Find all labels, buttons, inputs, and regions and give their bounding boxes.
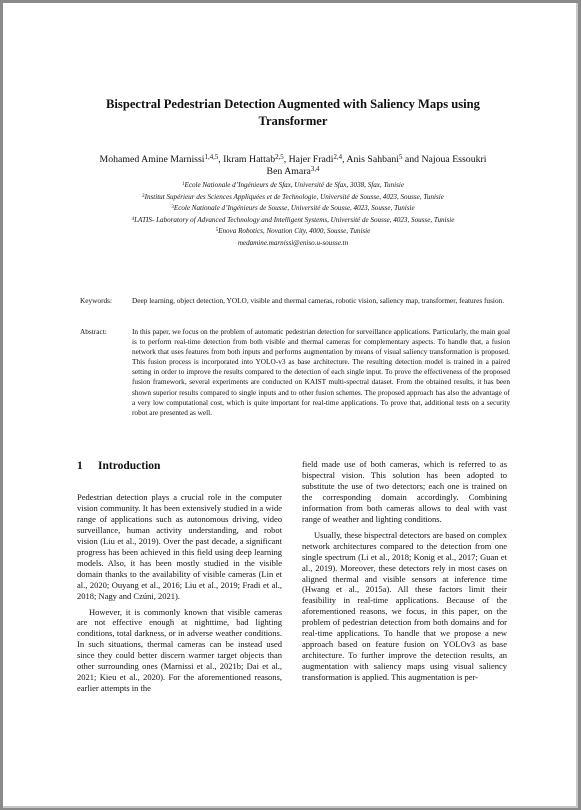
intro-paragraph-1: Pedestrian detection plays a crucial role in the computer vision community. It has been extensively studied in a wide range of applications such as autonomous driving, video surveillance, human activity understanding, and robot vision (Liu et al., 2019). Over the past decade, a significant progress has been achieved in this field using deep learning models. Also, it has been mostly studied in the visible domain thanks to the availability of visible cameras (Lin et al., 2020; Ouyang et al., 2016; Liu et al., 2019; Fradi et al., 2018; Nagy and Czúni, 2021). <box>77 492 282 601</box>
authors-line-1 <box>63 154 523 166</box>
affiliation-5-text: Enova Robotics, Novation City, 4000, Sousse, Tunisie <box>218 227 371 236</box>
author-3: , Hajer Fradi <box>283 154 334 165</box>
affiliation-2 <box>63 192 523 204</box>
paper-title <box>63 96 523 130</box>
section-heading <box>77 459 282 473</box>
affiliation-3-mark: 3 <box>171 204 174 210</box>
author-2-affil: 2,5 <box>275 153 284 161</box>
affiliation-1-text: Ecole Nationale d’Ingénieurs de Sfax, Université de Sfax, 3038, Sfax, Tunisie <box>184 181 404 189</box>
paper-page <box>3 3 578 808</box>
intro-paragraph-2: However, it is commonly known that visible cameras are not effective enough at nighttime, bad lighting conditions, total darkness, or in adverse weather conditions. In such situations, thermal cameras can be instead used since they could better discern warmer target objects than other surrounding ones (Marnissi et al., 2021b; Dai et al., 2021; Kieu et al., 2020). For the aforementioned reasons, earlier attempts in the <box>77 606 282 694</box>
affiliation-4-mark: 4 <box>131 216 135 222</box>
left-column <box>77 459 282 694</box>
affiliation-2-mark: 2 <box>142 193 145 199</box>
title-line-2: Transformer <box>258 114 328 128</box>
affiliation-1 <box>63 180 523 192</box>
author-2: , Ikram Hattab <box>218 154 276 165</box>
affiliation-2-text: Institut Supérieur des Sciences Appliquées et de Technologie, Université de Sousse, 4023, Sousse, Tunisie <box>144 192 444 201</box>
author-5: and Najoua Essoukri <box>402 154 487 165</box>
author-5-affil: 3,4 <box>310 165 320 173</box>
intro-paragraph-4: Usually, these bispectral detectors are based on complex network architectures compared to the detection from one single spectrum (Li et al., 2018; Konig et al., 2017; Guan et al., 2019). Moreover, these detectors rely in most cases on aligned thermal and visible sensors at inference time (Hwang et al., 2015a). All these factors limit their feasibility in real-time applications. Because of the aforementioned reasons, we focus, in this paper, on the problem of pedestrian detection from both domains and for real-time applications. To handle that we propose a new approach based on feature fusion on YOLOv3 as base architecture. To further improve the detection results, an augmentation with saliency maps using visual saliency transformation is applied. This augmentation is per- <box>302 529 507 683</box>
title-line-1: Bispectral Pedestrian Detection Augmented with Saliency Maps using <box>106 97 480 111</box>
author-4-affil: 5 <box>398 153 403 161</box>
section-title: Introduction <box>98 460 161 472</box>
affiliations <box>63 180 523 250</box>
author-1-affil: 1,4,5 <box>204 153 219 161</box>
section-number: 1 <box>77 460 83 472</box>
keywords-block <box>80 296 510 306</box>
author-1: Mohamed Amine Marnissi <box>99 154 205 165</box>
affiliation-4-text: LATIS- Laboratory of Advanced Technology and Intelligent Systems, Université de Sousse, 4023, Sousse, Tunisie <box>134 215 455 224</box>
author-5-cont: Ben Amara <box>266 166 311 177</box>
affiliation-3-text: Ecole Nationale d’Ingénieurs de Sousse, Université de Sousse, 4023, Sousse, Tunisie <box>173 204 415 213</box>
author-4: , Anis Sahbani <box>342 154 399 165</box>
author-list <box>63 154 523 178</box>
keywords-text: Deep learning, object detection, YOLO, visible and thermal cameras, robotic vision, saliency map, transformer, features fusion. <box>132 296 505 305</box>
affiliation-5 <box>63 226 523 238</box>
affiliation-4 <box>63 215 523 227</box>
keywords-label: Keywords: <box>80 296 113 305</box>
affiliation-3 <box>63 203 523 215</box>
right-column <box>302 459 507 683</box>
affiliation-5-mark: 5 <box>215 228 219 234</box>
abstract-block <box>80 327 510 418</box>
affiliation-1-mark: 1 <box>182 181 185 187</box>
authors-line-2 <box>63 166 523 178</box>
abstract-text: In this paper, we focus on the problem of automatic pedestrian detection for surveillance applications. Particularly, the main goal is to perform real-time detection from both visible and thermal cameras for complementary aspects. To handle that, a fusion network that uses features from both inputs and performs augmentation by means of visual saliency transformation is proposed. This fusion process is incorporated into YOLO-v3 as base architecture. The resulting detection model is trained in a paired setting in order to improve the results compared to the detection of each single input. To prove the effectiveness of the proposed fusion framework, several experiments are conducted on KAIST multi-spectral dataset. From the obtained results, it has been shown superior results compared to single inputs and to other fusion schemes. The proposed approach has also the advantage of a very low computational cost, which is quite important for real-time applications. To prove that, additional tests on a security robot are presented as well. <box>132 327 510 417</box>
abstract-label: Abstract: <box>80 327 107 336</box>
author-3-affil: 2,4 <box>333 153 343 161</box>
intro-paragraph-3: field made use of both cameras, which is referred to as bispectral vision. This solution has been adopted to substitute the use of two detectors; each one is trained on the corresponding domain accordingly. Combining information from both cameras allows to deal with vast range of weather and lighting conditions. <box>302 459 507 524</box>
contact-email[interactable]: medamine.marnissi@eniso.u-sousse.tn <box>237 238 349 247</box>
